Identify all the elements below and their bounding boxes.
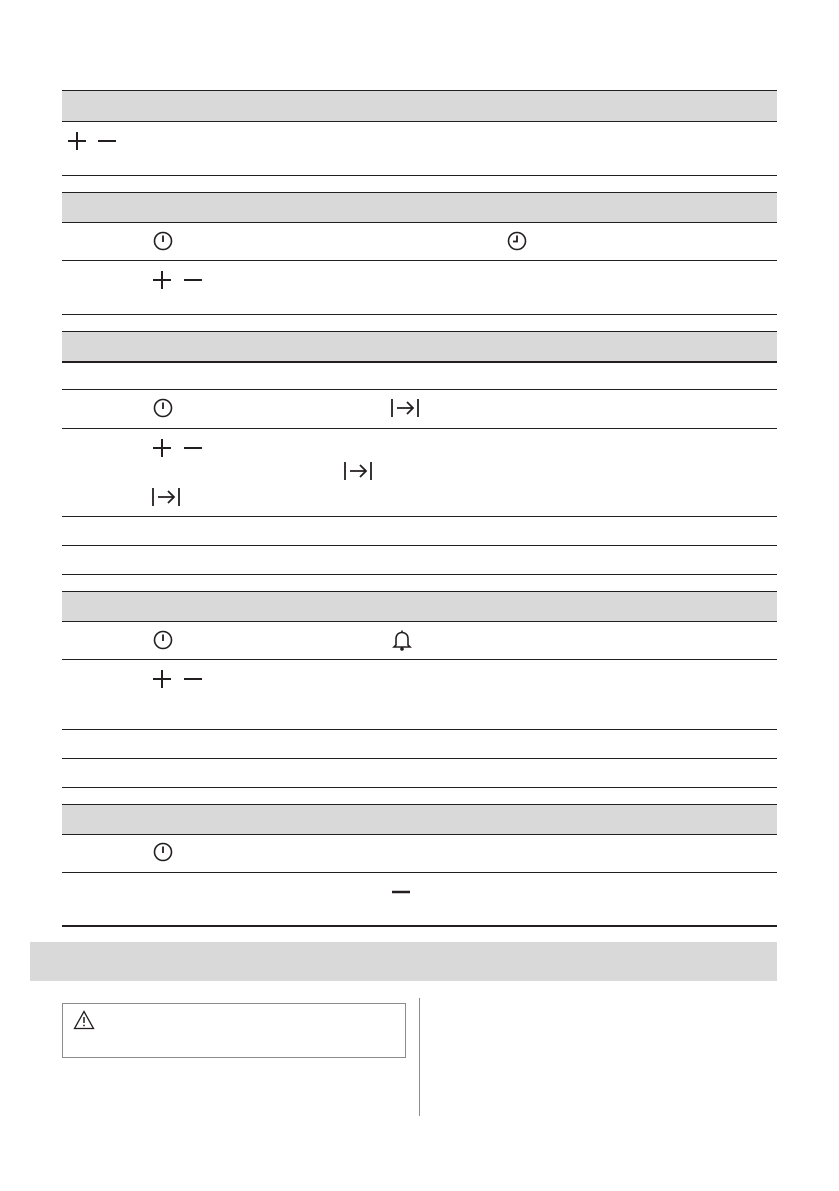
minus-icon — [392, 883, 410, 901]
row-divider — [62, 591, 777, 592]
minus-icon — [184, 439, 202, 457]
minus-icon — [98, 132, 116, 150]
row-divider — [62, 834, 777, 835]
table-header-row — [62, 331, 777, 361]
row-divider — [62, 361, 777, 363]
plus-icon — [68, 132, 86, 150]
row-divider — [62, 314, 777, 315]
row-divider — [62, 872, 777, 873]
table-header-row — [62, 90, 777, 121]
row-divider — [62, 659, 777, 660]
row-divider — [62, 222, 777, 223]
row-divider — [62, 389, 777, 390]
row-divider — [62, 428, 777, 429]
row-divider — [62, 574, 777, 575]
row-divider — [62, 192, 777, 193]
table-header-row — [62, 591, 777, 621]
arrow-to-bar-icon — [390, 398, 420, 418]
row-divider — [62, 331, 777, 332]
power-icon — [153, 231, 173, 251]
arrow-to-bar-icon — [343, 461, 373, 481]
power-icon — [153, 842, 173, 862]
row-divider — [62, 729, 777, 730]
column-divider — [419, 998, 420, 1116]
row-divider — [62, 804, 777, 805]
plus-icon — [153, 439, 171, 457]
row-divider — [62, 121, 777, 122]
power-icon — [153, 398, 173, 418]
row-divider — [62, 758, 777, 759]
table-header-row — [62, 804, 777, 834]
bell-icon — [392, 629, 412, 651]
minus-icon — [184, 271, 202, 289]
row-divider — [62, 621, 777, 622]
warning-triangle-icon — [73, 1010, 95, 1030]
row-divider — [62, 925, 777, 927]
plus-icon — [153, 271, 171, 289]
warning-box — [62, 1003, 406, 1058]
row-divider — [62, 90, 777, 91]
arrow-to-bar-icon — [151, 487, 181, 507]
row-divider — [62, 545, 777, 546]
plus-icon — [153, 670, 171, 688]
row-divider — [62, 787, 777, 788]
row-divider — [62, 260, 777, 261]
table-header-row — [62, 192, 777, 222]
power-icon — [153, 630, 173, 650]
minus-icon — [184, 670, 202, 688]
row-divider — [62, 516, 777, 517]
clock-icon — [507, 231, 527, 251]
section-heading-bar — [30, 942, 777, 981]
row-divider — [62, 175, 777, 176]
